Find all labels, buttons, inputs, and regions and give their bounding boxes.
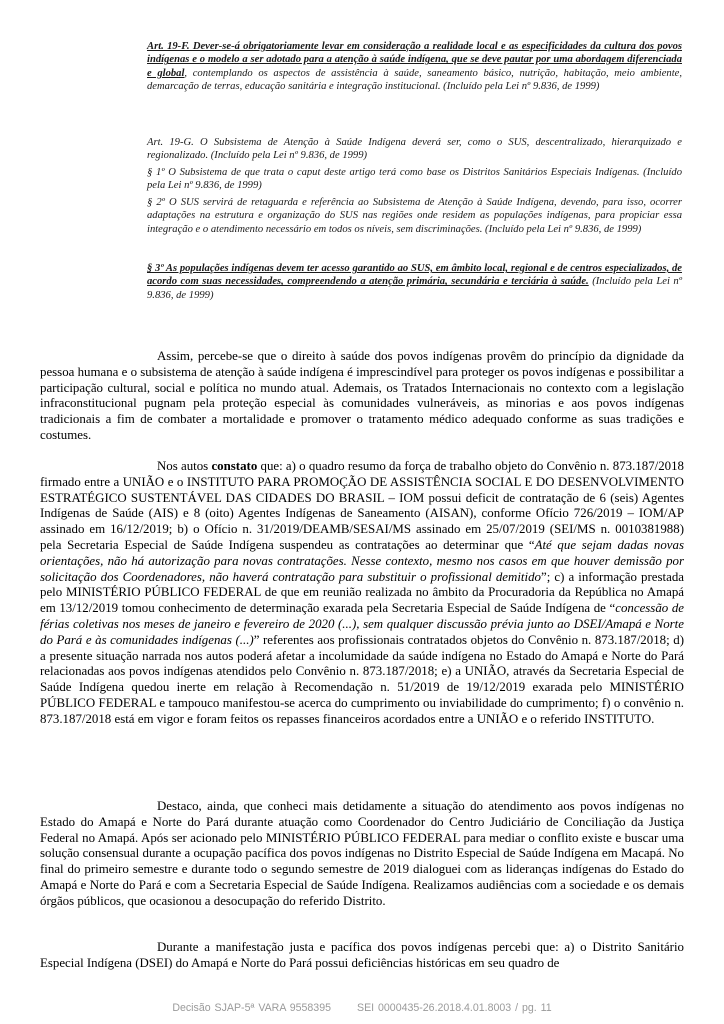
body-paragraph-2-part-g: ” referentes aos profissionais contratados objetos do Convênio n. 873.187/2018; d) a presente situação narrada nos autos poderá afetar a incolumidade da saúde indígena no Estado do Amapá e Norte do Pará relacionadas aos povos indígenas atendidos pelo Convênio n. 873.187/2018; e) a UNIÃO, através da Secretaria Especial de Saúde Indígena quedou inerte em relação à Recomendação n. 51/2019 de 19/12/2019 exarada pelo MINISTÉRIO PÚBLICO FEDERAL e tampouco manifestou-se acerca do cumprimento ou inviabilidade do cumprimento; f) o convênio n. 873.187/2018 está em vigor e foram feitos os repasses financeiros acordados entre a UNIÃO e o referido INSTITUTO. — [40, 632, 684, 726]
quote-art-19g: Art. 19-G. O Subsistema de Atenção à Saúde Indígena deverá ser, como o SUS, descentralizado, hierarquizado e regionalizado. (Incluído pela Lei nº 9.836, de 1999) — [147, 137, 682, 162]
quote-art-19f-rest: , contemplando os aspectos de assistência à saúde, saneamento básico, nutrição, habitação, meio ambiente, demarcação de terras, educação sanitária e integração institucional. (Incluído pela Lei nº 9.836, de 1999) — [147, 67, 682, 93]
body-paragraph-2-quote-2: concessão de férias coletivas nos meses de janeiro e fevereiro de 2020 (...), sem qualquer discussão prévia junto ao DSEI/Amapá e Norte do Pará e às comunidades indígenas (...) — [40, 601, 684, 647]
body-paragraph-2-quote-1: Até que sejam dadas novas orientações, não há autorização para novas contratações. Nesse contexto, mesmo nos casos em que houver demissão por solicitação dos Coordenadores, não haverá contratação para substituir o profissional demitido — [40, 537, 684, 584]
body-paragraph-2-lead: Nos autos — [157, 459, 212, 473]
body-paragraph-2-part-e: ”; c) a informação prestada pelo MINISTÉRIO PÚBLICO FEDERAL de que em reunião realizada no âmbito da Procuradoria da República no Amapá em 13/12/2019 tomou conhecimento de determinação exarada pela Secretaria Especial de Saúde Indígena de “ — [40, 569, 685, 616]
quote-art-19f-emphasis: Art. 19-F. Dever-se-á obrigatoriamente levar em consideração a realidade local e as especificidades da cultura dos povos indígenas e o modelo a ser adotado para a atenção à saúde indígena, que se deve pautar por uma abordagem diferenciada e global — [147, 41, 682, 79]
quote-paragraph-1: § 1º O Subsistema de que trata o caput deste artigo terá como base os Distritos Sanitários Especiais Indígenas. (Incluído pela Lei nº 9.836, de 1999) — [147, 167, 682, 192]
body-paragraph-2-part-c: que: a) o quadro resumo da força de trabalho objeto do Convênio n. 873.187/2018 firmado entre a UNIÃO e o INSTITUTO PARA PROMOÇÃO DE ASSISTÊNCIA SOCIAL E DO DESENVOLVIMENTO ESTRATÉGICO SUSTENTÁVEL DAS CIDADES DO BRASIL – IOM possui deficit de contratação de 6 (seis) Agentes Indígenas de Saúde (AIS) e 8 (oito) Agentes Indígenas de Saneamento (AISAN), conforme Ofício 726/2019 – IOM/AP assinado em 16/12/2019; b) o Ofício n. 31/2019/DEAMB/SESAI/MS assinado em 25/07/2019 (SEI/MS n. 0010381988) pela Secretaria Especial de Saúde Indígena suspendeu as contratações ao determinar que “ — [40, 459, 685, 552]
body-paragraph-2 — [40, 459, 684, 728]
body-paragraph-3 — [40, 799, 684, 910]
body-paragraph-2-bold: constato — [211, 459, 258, 473]
footer-decision-id: Decisão SJAP-5ª VARA 9558395 — [172, 1002, 331, 1014]
quote-paragraph-3-emphasis: § 3º As populações indígenas devem ter acesso garantido ao SUS, em âmbito local, regional e de centros especializados, de acordo com suas necessidades, compreendendo a atenção primária, secundária e terciária à saúde. — [147, 263, 682, 288]
quote-art-19f — [147, 40, 682, 94]
page-footer — [0, 1002, 724, 1014]
body-paragraph-1-text: Assim, percebe-se que o direito à saúde dos povos indígenas provêm do princípio da dignidade da pessoa humana e o subsistema de atenção à saúde indígena é imprescindível para proteger os povos indígenas e possibilitar a participação cultural, social e política no mundo atual. Ademais, os Tratados Internacionais no contexto com a legislação infraconstitucional pugnam pela proteção especial às comunidades vulneráveis, as minorias e aos povos indígenas tradicionais a fim de combater a mortalidade e promover o tratamento médico adequado conforme as suas tradições e costumes. — [40, 349, 684, 442]
quote-paragraph-2: § 2º O SUS servirá de retaguarda e referência ao Subsistema de Atenção à Saúde Indígena, devendo, para isso, ocorrer adaptações na estrutura e organização do SUS nas regiões onde residem as populações indígenas, para propiciar essa integração e o atendimento necessário em todos os níveis, sem discriminações. (Incluído pela Lei nº 9.836, de 1999) — [147, 197, 682, 235]
body-paragraph-3-text: Destaco, ainda, que conheci mais detidamente a situação do atendimento aos povos indígenas no Estado do Amapá e Norte do Pará durante atuação como Coordenador do Centro Judiciário de Conciliação da Justiça Federal no Amapá. Após ser acionado pelo MINISTÉRIO PÚBLICO FEDERAL para mediar o conflito existe e buscar uma solução consensual durante a ocupação pacífica dos povos indígenas no Distrito Especial de Saúde Indígena em Macapá. No final do primeiro semestre e durante todo o segundo semestre de 2019 dialoguei com as lideranças indígenas do Estado do Amapá e Norte do Pará e com a Secretaria Especial de Saúde Indígena. Realizamos audiências com a sociedade e os demais órgãos públicos, que ocasionou a desocupação do referido Distrito. — [40, 799, 684, 908]
quote-paragraph-3-rest: (Incluído pela Lei nº 9.836, de 1999) — [147, 276, 682, 301]
footer-process-page: SEI 0000435-26.2018.4.01.8003 / pg. 11 — [357, 1002, 552, 1014]
body-paragraph-4 — [40, 940, 684, 972]
body-paragraph-1 — [40, 349, 684, 444]
quote-paragraph-3 — [147, 262, 682, 302]
body-paragraph-4-text: Durante a manifestação justa e pacífica dos povos indígenas percebi que: a) o Distrito Sanitário Especial Indígena (DSEI) do Amapá e Norte do Pará possui deficiências históricas em seu quadro de — [40, 940, 684, 970]
